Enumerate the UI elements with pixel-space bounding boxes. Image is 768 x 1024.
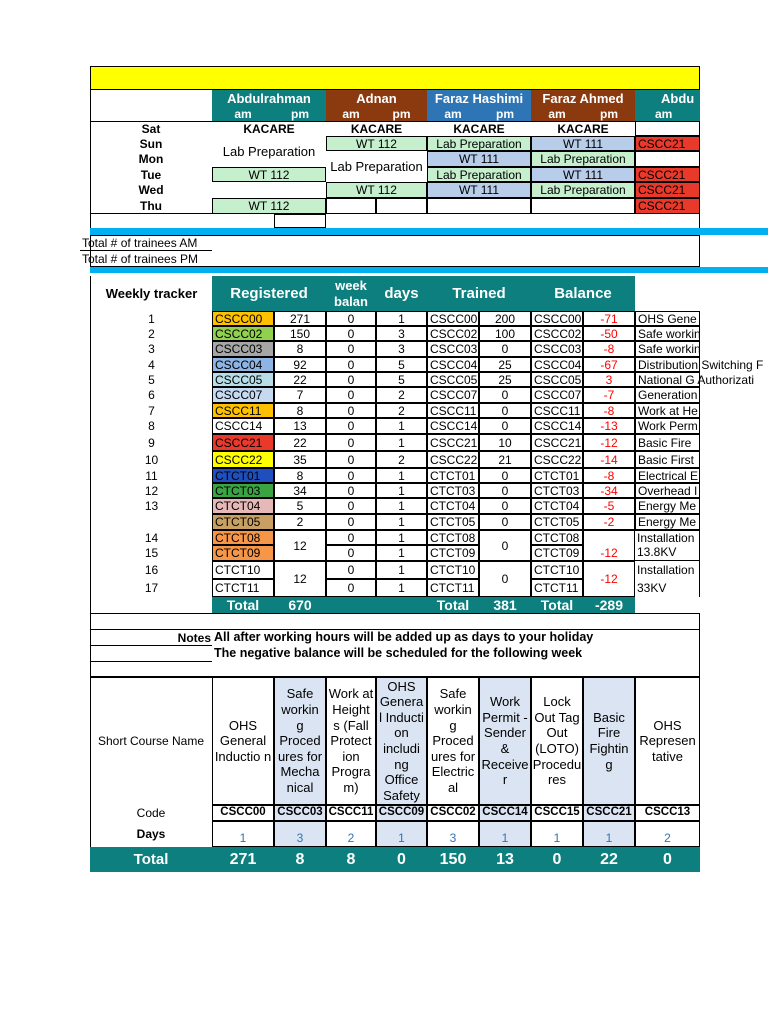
- row-number: 3: [90, 341, 212, 357]
- empty-cell: [635, 121, 700, 136]
- course-code: CTCT08: [212, 530, 274, 545]
- balance-value: -8: [583, 468, 635, 483]
- course-code: CTCT10: [212, 561, 274, 579]
- registered-value: 271: [274, 311, 326, 326]
- trained-code: CTCT01: [427, 468, 479, 483]
- course-code: CTCT01: [212, 468, 274, 483]
- row-number: 14: [90, 530, 212, 545]
- registered-value: 12: [274, 530, 326, 561]
- course-name: 13.8KV: [635, 544, 700, 561]
- week-balance-value: 0: [326, 468, 376, 483]
- total-blank: [326, 597, 427, 613]
- slot-am: am: [635, 106, 700, 121]
- course-total: 22: [583, 847, 635, 872]
- course-name: Safe workin: [635, 341, 700, 357]
- slot-am: am: [212, 106, 274, 121]
- week-balance-value: 0: [326, 451, 376, 468]
- cscc21-cell: CSCC21: [635, 198, 700, 214]
- code-label: Code: [136, 806, 166, 820]
- registered-value: 8: [274, 403, 326, 418]
- trained-code: CSCC11: [427, 403, 479, 418]
- course-name: Work Perm: [635, 418, 700, 434]
- course-total: 0: [376, 847, 427, 872]
- trained-value: 0: [479, 530, 531, 561]
- days-value: 5: [376, 357, 427, 372]
- total-registered: 670: [274, 597, 326, 613]
- trainer-header-5: Abdu: [635, 90, 700, 106]
- trained-value: 0: [479, 498, 531, 514]
- registered-value: 13: [274, 418, 326, 434]
- row-number: 15: [90, 545, 212, 561]
- course-code: CTCT03: [212, 483, 274, 498]
- empty-cell: [376, 198, 427, 214]
- empty-cell: [427, 198, 531, 214]
- week-balance-value: 0: [326, 341, 376, 357]
- days-value: 1: [376, 530, 427, 545]
- empty-cell: [326, 198, 376, 214]
- wt112-cell: WT 112: [212, 198, 326, 214]
- total-label: Total: [531, 597, 583, 613]
- balance-value: -2: [583, 514, 635, 530]
- days-value: 1: [376, 483, 427, 498]
- course-name: OHS General Inductio n: [212, 677, 274, 805]
- balance-value: -8: [583, 341, 635, 357]
- total-label: Total: [212, 597, 274, 613]
- trained-value: 0: [479, 468, 531, 483]
- balance-code: CSCC07: [531, 387, 583, 403]
- registered-value: 7: [274, 387, 326, 403]
- row-number: 1: [90, 311, 212, 326]
- day-tue: Tue: [140, 167, 162, 182]
- trained-value: 0: [479, 418, 531, 434]
- days-value: 1: [376, 418, 427, 434]
- balance-code: CTCT08: [531, 530, 583, 545]
- row-number: 7: [90, 403, 212, 418]
- week-balance-value: 0: [326, 326, 376, 341]
- cscc21-cell: CSCC21: [635, 182, 700, 198]
- trained-code: CTCT08: [427, 530, 479, 545]
- week-balance-value: 0: [326, 483, 376, 498]
- course-name: Overhead I: [635, 483, 700, 498]
- course-days: 1: [376, 821, 427, 847]
- registered-value: 92: [274, 357, 326, 372]
- ampm-blank: [90, 106, 212, 121]
- slot-am: am: [531, 106, 583, 121]
- row-number: 10: [90, 451, 212, 468]
- trainer-header-3: Faraz Hashimi: [427, 90, 531, 106]
- course-total: 13: [479, 847, 531, 872]
- header-blank: [90, 90, 212, 106]
- registered-value: 12: [274, 561, 326, 597]
- balance-code: CTCT10: [531, 561, 583, 579]
- wt112-cell: WT 112: [212, 167, 326, 182]
- kacare-cell: KACARE: [453, 121, 505, 136]
- course-days: 1: [479, 821, 531, 847]
- wt111-cell: WT 111: [531, 167, 635, 182]
- week-balance-value: 0: [326, 372, 376, 387]
- week-balance-value: 0: [326, 579, 376, 597]
- course-code: CSCC14: [212, 418, 274, 434]
- course-code: CTCT04: [212, 498, 274, 514]
- course-code: CSCC21: [583, 805, 635, 821]
- course-name: Basic First: [635, 451, 700, 468]
- course-days: 3: [274, 821, 326, 847]
- registered-value: 22: [274, 434, 326, 451]
- course-code: CSCC03: [212, 341, 274, 357]
- balance-code: CTCT05: [531, 514, 583, 530]
- trained-code: CSCC22: [427, 451, 479, 468]
- trainer-header-2: Adnan: [326, 90, 427, 106]
- total-am-label: Total # of trainees AM: [80, 236, 212, 251]
- kacare-cell: KACARE: [557, 121, 609, 136]
- trained-header: Trained: [427, 276, 531, 311]
- slot-am: am: [427, 106, 479, 121]
- wt111-cell: WT 111: [531, 136, 635, 151]
- lab-prep-cell: Lab Preparation: [222, 144, 316, 159]
- balance-value: -67: [583, 357, 635, 372]
- course-code: CSCC21: [212, 434, 274, 451]
- total-trained: 381: [479, 597, 531, 613]
- trained-value: 0: [479, 341, 531, 357]
- course-name: Electrical E: [635, 468, 700, 483]
- row-number: [90, 514, 212, 530]
- title-bar: [90, 66, 700, 90]
- short-course-label: Short Course Name: [97, 734, 205, 748]
- week-balance-value: 0: [326, 514, 376, 530]
- trained-code: CSCC05: [427, 372, 479, 387]
- registered-value: 34: [274, 483, 326, 498]
- days-value: 2: [376, 451, 427, 468]
- total-label: Total: [427, 597, 479, 613]
- lab-prep-cell: Lab Preparation: [330, 159, 423, 174]
- balance-value: -7: [583, 387, 635, 403]
- course-name: 33KV: [635, 579, 700, 597]
- total-label: Total: [90, 847, 212, 872]
- kacare-cell: KACARE: [350, 121, 403, 136]
- course-name: Lock Out Tag Out (LOTO) Procedu res: [531, 677, 583, 805]
- course-days: 1: [531, 821, 583, 847]
- spacer-row: [90, 214, 700, 228]
- trained-code: CSCC14: [427, 418, 479, 434]
- course-name: Generation: [635, 387, 700, 403]
- note-line-1: All after working hours will be added up as days to your holiday: [214, 630, 594, 645]
- course-code: CSCC07: [212, 387, 274, 403]
- trained-code: CTCT09: [427, 545, 479, 561]
- day-sun: Sun: [139, 136, 163, 151]
- course-code: CTCT11: [212, 579, 274, 597]
- course-code: CSCC13: [635, 805, 700, 821]
- day-mon: Mon: [138, 152, 164, 166]
- trained-code: CSCC21: [427, 434, 479, 451]
- row-number: 16: [90, 561, 212, 579]
- trainer-header-1: Abdulrahman: [212, 90, 326, 106]
- course-code: CSCC09: [376, 805, 427, 821]
- balance-code: CSCC05: [531, 372, 583, 387]
- course-code: CSCC15: [531, 805, 583, 821]
- course-name: Basic Fire Fightin g: [583, 677, 635, 805]
- empty-cell: [635, 151, 700, 167]
- course-total: 8: [326, 847, 376, 872]
- trained-value: 100: [479, 326, 531, 341]
- course-days: 2: [635, 821, 700, 847]
- kacare-cell: KACARE: [243, 121, 295, 136]
- days-value: 1: [376, 579, 427, 597]
- course-code: CSCC00: [212, 805, 274, 821]
- course-code: CSCC22: [212, 451, 274, 468]
- trained-value: 200: [479, 311, 531, 326]
- course-total: 0: [531, 847, 583, 872]
- course-name: Basic Fire: [635, 434, 700, 451]
- balance-value: -71: [583, 311, 635, 326]
- cscc21-cell: CSCC21: [635, 167, 700, 182]
- days-value: 2: [376, 387, 427, 403]
- week-balance-header: week balan: [326, 276, 376, 311]
- total-pm-label: Total # of trainees PM: [82, 251, 199, 266]
- week-balance-value: 0: [326, 561, 376, 579]
- course-code: CSCC00: [212, 311, 274, 326]
- trained-code: CTCT03: [427, 483, 479, 498]
- trained-value: 0: [479, 514, 531, 530]
- trained-value: 25: [479, 357, 531, 372]
- weekly-tracker-title: Weekly tracker: [90, 276, 212, 311]
- course-name: Installation: [635, 530, 700, 544]
- note-line-2: The negative balance will be scheduled for the following week: [214, 645, 583, 660]
- balance-value: -13: [583, 418, 635, 434]
- course-days: 1: [212, 821, 274, 847]
- wt111-cell: WT 111: [427, 151, 531, 167]
- course-name: Safe workin g Proced ures for Electric al: [427, 677, 479, 805]
- course-code: CSCC11: [326, 805, 376, 821]
- slot-pm: pm: [274, 106, 326, 121]
- course-name: Distribution Switching F: [635, 357, 700, 372]
- balance-value: -34: [583, 483, 635, 498]
- course-name: National G Authorizati: [635, 372, 700, 387]
- row-number: 9: [90, 434, 212, 451]
- days-header: days: [376, 276, 427, 311]
- days-value: 5: [376, 372, 427, 387]
- days-value: 1: [376, 545, 427, 561]
- course-name: Work at He: [635, 403, 700, 418]
- week-balance-value: 0: [326, 311, 376, 326]
- spacer-cell: [274, 214, 326, 228]
- balance-code: CSCC11: [531, 403, 583, 418]
- week-balance-value: 0: [326, 434, 376, 451]
- course-name: Safe workin g Proced ures for Mecha nical: [274, 677, 326, 805]
- course-name: OHS Genera l Inducti on includi ng Office Safety: [376, 677, 427, 805]
- balance-code: CSCC22: [531, 451, 583, 468]
- course-code: CSCC02: [212, 326, 274, 341]
- days-value: 1: [376, 311, 427, 326]
- total-balance: -289: [583, 597, 635, 613]
- trained-value: 0: [479, 387, 531, 403]
- trainer-header-4: Faraz Ahmed: [531, 90, 635, 106]
- row-number: 8: [90, 418, 212, 434]
- day-sat: Sat: [141, 121, 161, 136]
- week-balance-value: 0: [326, 530, 376, 545]
- course-name: Installation: [635, 561, 700, 579]
- balance-value: 3: [583, 372, 635, 387]
- lab-prep-cell: Lab Preparation: [531, 151, 635, 167]
- notes-label: Notes: [177, 630, 211, 645]
- course-name: Work at Height s (Fall Protect ion Progra m): [326, 677, 376, 805]
- registered-value: 8: [274, 341, 326, 357]
- balance-code: CSCC00: [531, 311, 583, 326]
- course-code: CSCC03: [274, 805, 326, 821]
- course-total: 271: [212, 847, 274, 872]
- course-days: 2: [326, 821, 376, 847]
- course-name: OHS Represen tative: [635, 677, 700, 805]
- course-name: Energy Me: [635, 514, 700, 530]
- balance-value: -14: [583, 451, 635, 468]
- row-number: 6: [90, 387, 212, 403]
- days-value: 3: [376, 326, 427, 341]
- row-number: 17: [90, 579, 212, 597]
- trained-code: CSCC04: [427, 357, 479, 372]
- days-value: 1: [376, 561, 427, 579]
- registered-value: 8: [274, 468, 326, 483]
- day-thu: Thu: [140, 199, 162, 213]
- registered-header: Registered: [212, 276, 326, 311]
- lab-prep-cell: Lab Preparation: [427, 136, 531, 151]
- balance-value: -12: [583, 530, 635, 561]
- registered-value: 150: [274, 326, 326, 341]
- days-label: Days: [136, 827, 166, 841]
- trained-value: 10: [479, 434, 531, 451]
- balance-value: -50: [583, 326, 635, 341]
- week-balance-value: 0: [326, 357, 376, 372]
- wt111-cell: WT 111: [427, 182, 531, 198]
- totals-blank: [90, 597, 212, 613]
- course-code: CSCC05: [212, 372, 274, 387]
- row-number: 4: [90, 357, 212, 372]
- course-name: Energy Me: [635, 498, 700, 514]
- trained-value: 0: [479, 483, 531, 498]
- course-total: 150: [427, 847, 479, 872]
- week-balance-value: 0: [326, 403, 376, 418]
- balance-code: CSCC14: [531, 418, 583, 434]
- lab-prep-cell: Lab Preparation: [531, 182, 635, 198]
- trained-code: CTCT05: [427, 514, 479, 530]
- lab-prep-cell: Lab Preparation: [427, 167, 531, 182]
- course-code: CSCC14: [479, 805, 531, 821]
- balance-value: -8: [583, 403, 635, 418]
- balance-value: -12: [583, 434, 635, 451]
- row-number: 13: [90, 498, 212, 514]
- separator-bar: [90, 267, 768, 273]
- balance-value: -5: [583, 498, 635, 514]
- course-code: CSCC11: [212, 403, 274, 418]
- balance-code: CSCC03: [531, 341, 583, 357]
- wt112-cell: WT 112: [326, 136, 427, 151]
- slot-pm: pm: [376, 106, 427, 121]
- row-number: 12: [90, 483, 212, 498]
- days-value: 3: [376, 341, 427, 357]
- wt112-cell: WT 112: [326, 182, 427, 198]
- trained-value: 0: [479, 561, 531, 597]
- course-total: 0: [635, 847, 700, 872]
- week-balance-value: 0: [326, 418, 376, 434]
- empty-cell: [531, 198, 635, 214]
- balance-header: Balance: [531, 276, 635, 311]
- days-value: 1: [376, 434, 427, 451]
- trained-code: CSCC00: [427, 311, 479, 326]
- balance-code: CSCC21: [531, 434, 583, 451]
- course-days: 1: [583, 821, 635, 847]
- trained-value: 21: [479, 451, 531, 468]
- registered-value: 2: [274, 514, 326, 530]
- balance-value: -12: [583, 561, 635, 597]
- trained-value: 0: [479, 403, 531, 418]
- days-value: 1: [376, 514, 427, 530]
- days-value: 2: [376, 403, 427, 418]
- row-divider: [90, 645, 212, 646]
- week-balance-value: 0: [326, 387, 376, 403]
- balance-code: CTCT04: [531, 498, 583, 514]
- course-name: OHS Gene: [635, 311, 700, 326]
- week-balance-value: 0: [326, 498, 376, 514]
- balance-code: CTCT11: [531, 579, 583, 597]
- slot-am: am: [326, 106, 376, 121]
- registered-value: 35: [274, 451, 326, 468]
- days-value: 1: [376, 468, 427, 483]
- trained-code: CTCT11: [427, 579, 479, 597]
- course-code: CTCT09: [212, 545, 274, 561]
- balance-code: CTCT09: [531, 545, 583, 561]
- course-name: Safe workin: [635, 326, 700, 341]
- balance-code: CTCT03: [531, 483, 583, 498]
- balance-code: CSCC04: [531, 357, 583, 372]
- days-value: 1: [376, 498, 427, 514]
- course-code: CSCC02: [427, 805, 479, 821]
- course-total: 8: [274, 847, 326, 872]
- balance-code: CSCC02: [531, 326, 583, 341]
- slot-pm: pm: [479, 106, 531, 121]
- slot-pm: pm: [583, 106, 635, 121]
- week-balance-value: 0: [326, 545, 376, 561]
- row-number: 2: [90, 326, 212, 341]
- trained-code: CSCC02: [427, 326, 479, 341]
- row-number: 5: [90, 372, 212, 387]
- course-code: CTCT05: [212, 514, 274, 530]
- trained-code: CSCC03: [427, 341, 479, 357]
- trained-value: 25: [479, 372, 531, 387]
- course-days: 3: [427, 821, 479, 847]
- course-name: Work Permit - Sender & Receive r: [479, 677, 531, 805]
- trained-code: CSCC07: [427, 387, 479, 403]
- row-divider: [90, 661, 212, 662]
- registered-value: 22: [274, 372, 326, 387]
- course-code: CSCC04: [212, 357, 274, 372]
- trained-code: CTCT04: [427, 498, 479, 514]
- separator-bar: [90, 228, 768, 235]
- row-number: 11: [90, 468, 212, 483]
- trained-code: CTCT10: [427, 561, 479, 579]
- registered-value: 5: [274, 498, 326, 514]
- cscc21-cell: CSCC21: [635, 136, 700, 151]
- day-wed: Wed: [138, 183, 164, 197]
- balance-code: CTCT01: [531, 468, 583, 483]
